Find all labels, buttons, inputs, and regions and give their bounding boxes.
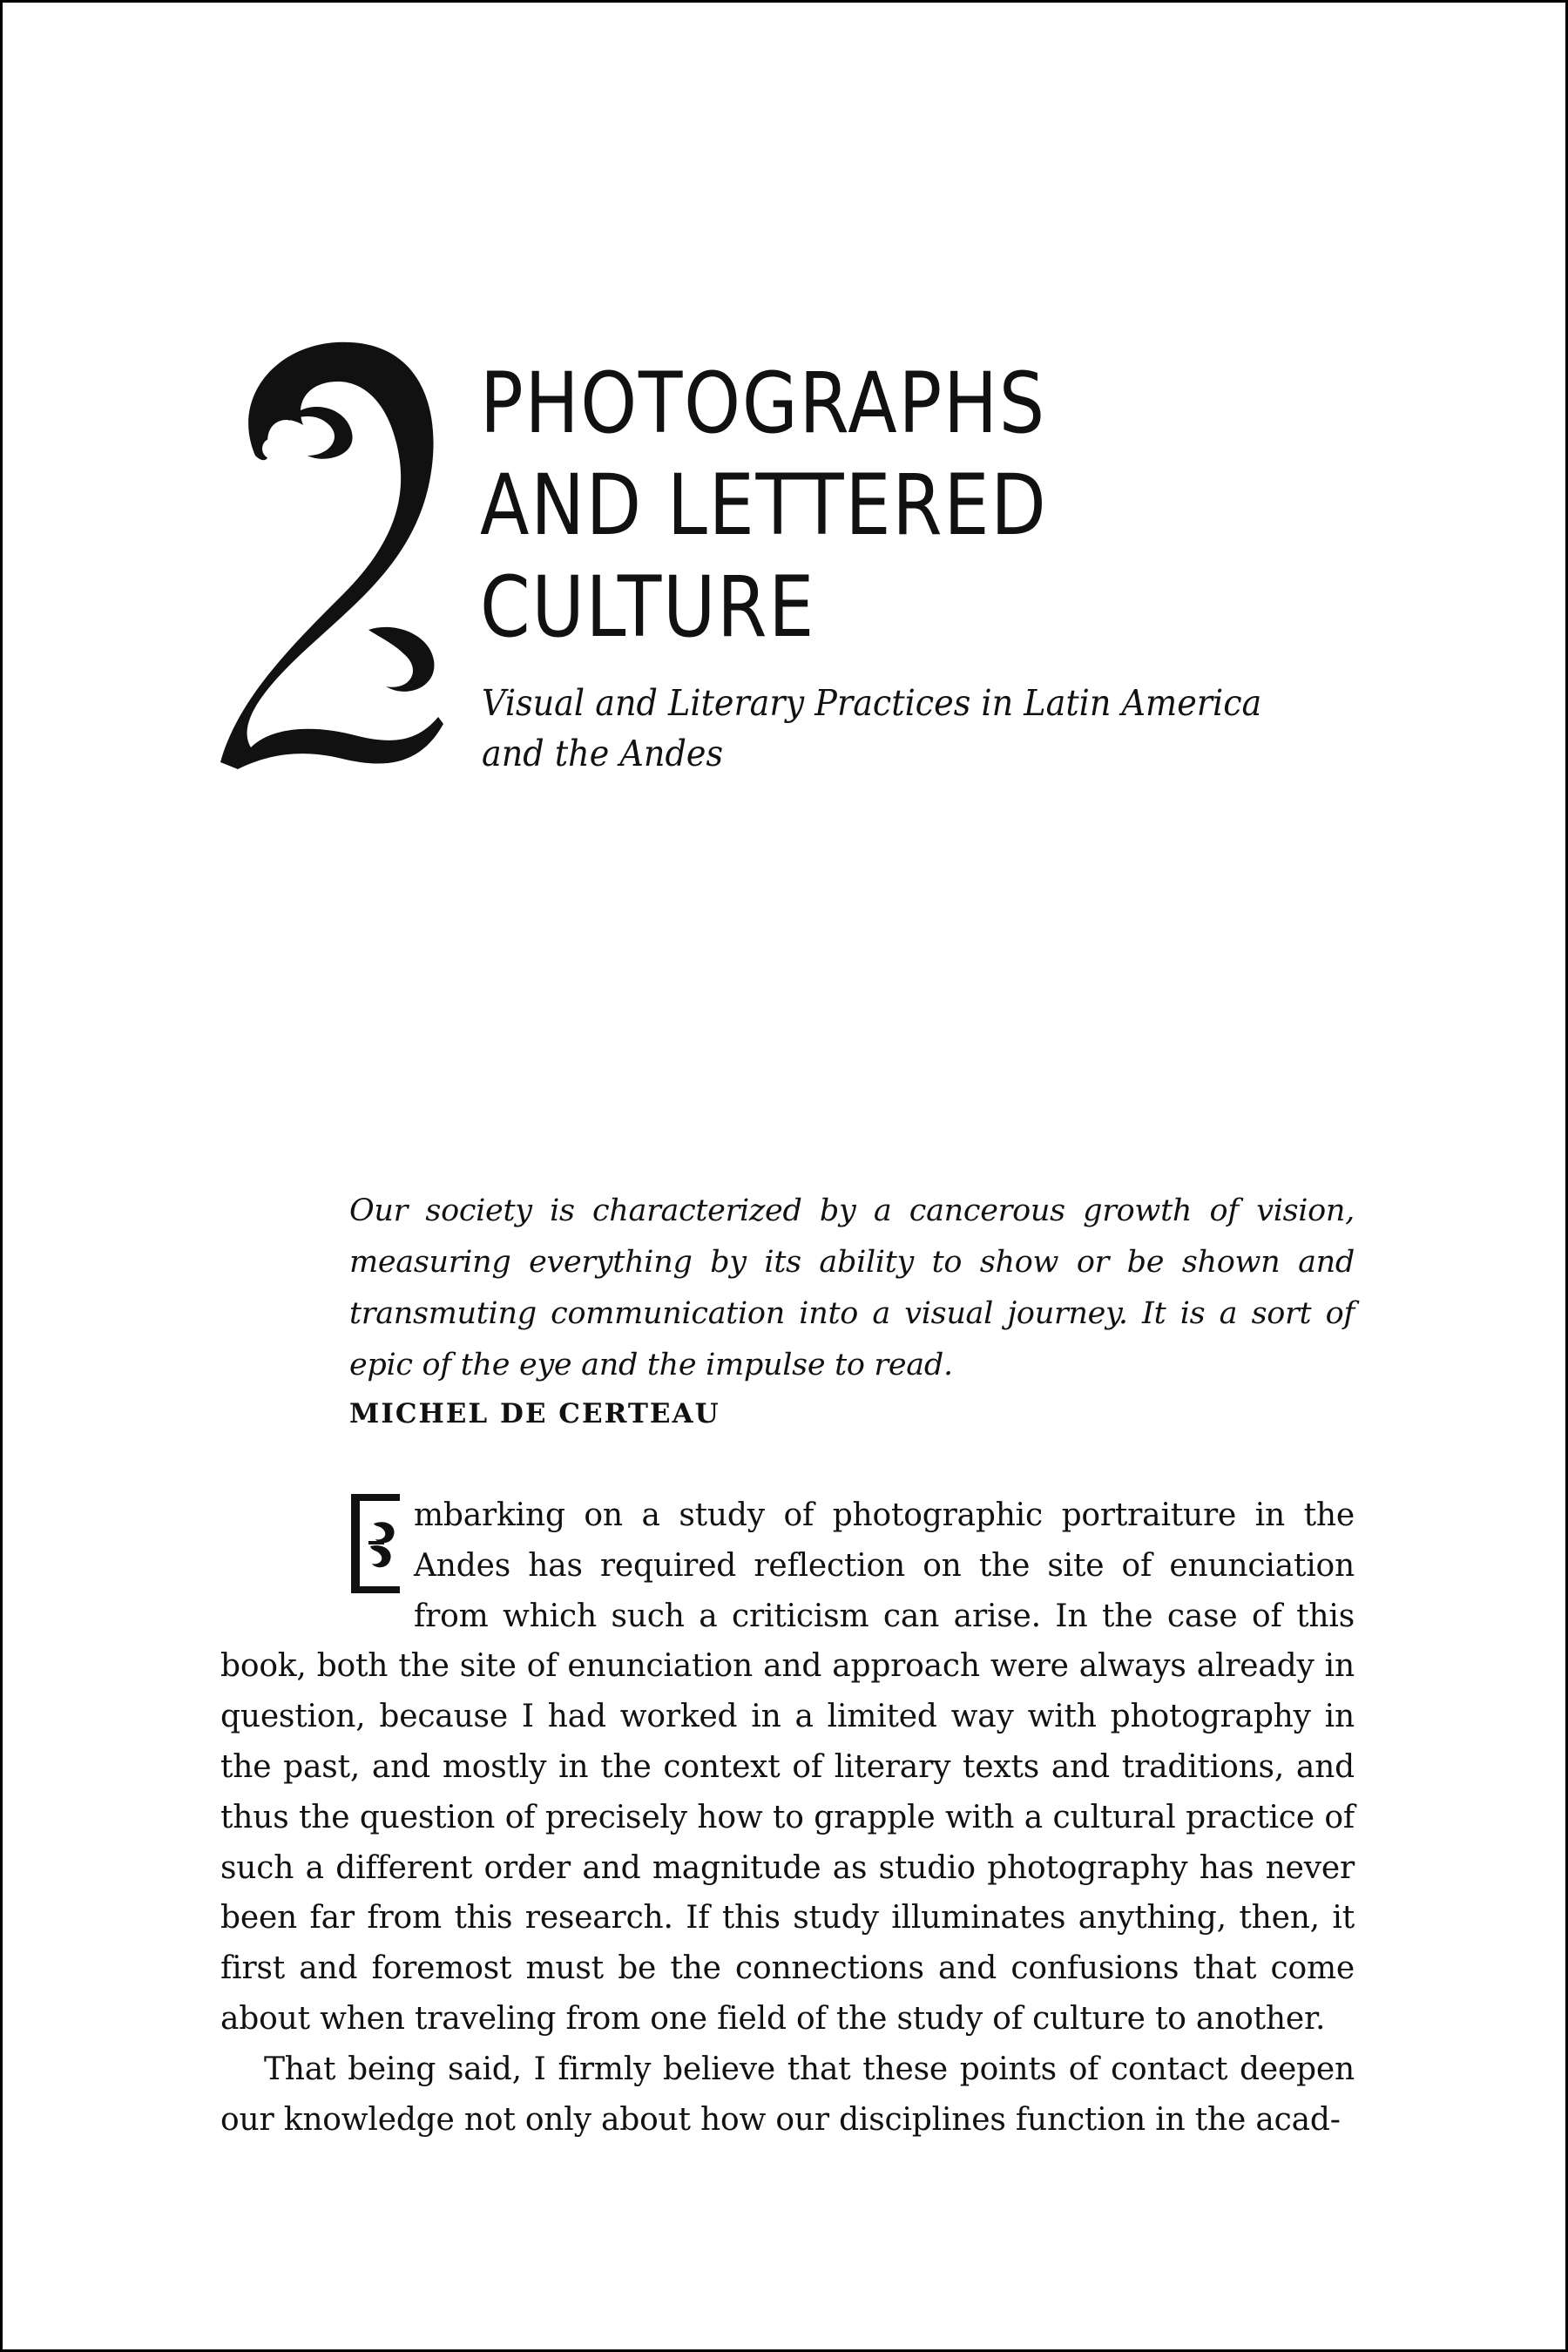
epigraph-author: MICHEL DE CERTEAU — [349, 1398, 720, 1429]
paragraph-2: That being said, I firmly believe that these points of contact deepen our knowledge not only about how our disciplines function in the acad- — [220, 2051, 1355, 2138]
chapter-title-line-2: AND LETTERED — [480, 456, 1048, 554]
paragraph-1 — [220, 1490, 1355, 2044]
chapter-subtitle — [482, 678, 1275, 779]
epigraph-quote: Our society is characterized by a cancerous growth of vision, measuring everything by its ability to show or be shown and transmuting communication into a visual journey. It is a sort of epic of the eye and the impulse to read. — [349, 1193, 1355, 1382]
chapter-title — [480, 353, 1048, 659]
chapter-title-line-3: CULTURE — [480, 558, 816, 656]
chapter-number-ornament — [220, 316, 447, 769]
drop-cap-e-ornament-icon — [349, 1492, 403, 1595]
paragraph-1-text: mbarking on a study of photographic portraiture in the Andes has required reflection on the site of enunciation from which such a criticism can arise. In the case of this book, both the site of enunciation and approach were always already in question, because I had worked in a limited way with photography in the past, and mostly in the context of literary texts and traditions, and thus the question of precisely how to grapple with a cultural practice of such a different order and magnitude as studio photography has never been far from this research. If this study illuminates anything, then, it first and foremost must be the connections and confusions that come about when traveling from one field of the study of culture to another. — [220, 1497, 1355, 2037]
chapter-subtitle-line-2: and the Andes — [482, 733, 724, 774]
drop-cap-letter — [349, 1595, 350, 1596]
chapter-title-line-1: PHOTOGRAPHS — [480, 355, 1046, 452]
epigraph — [349, 1186, 1355, 1433]
chapter-number-2-glyph — [220, 316, 447, 769]
drop-cap — [349, 1492, 403, 1595]
chapter-subtitle-line-1: Visual and Literary Practices in Latin America — [482, 682, 1262, 724]
chapter-body — [220, 1490, 1355, 2145]
